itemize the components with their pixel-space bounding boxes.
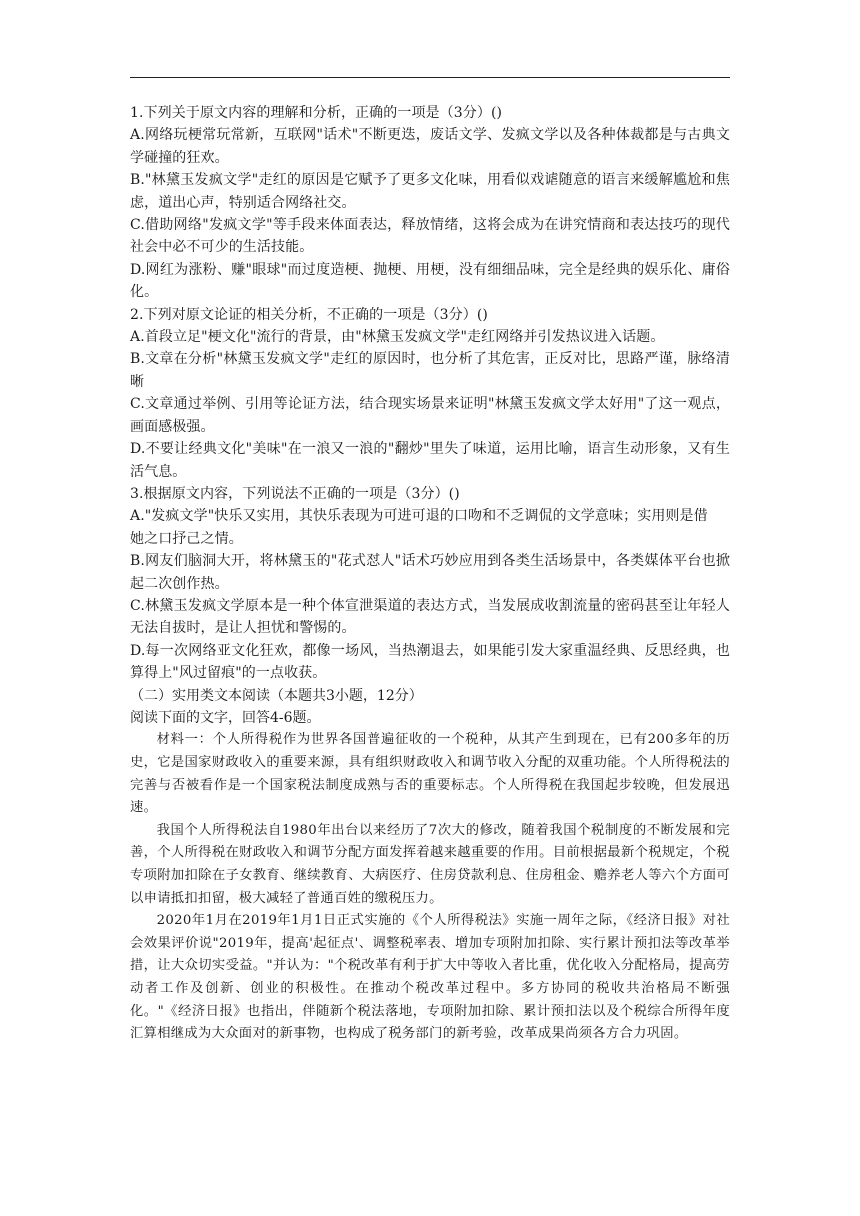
- question-2-option-d: D.不要让经典文化"美味"在一浪又一浪的"翻炒"里失了味道，运用比喻，语言生动形象，又有生活气息。: [130, 441, 730, 480]
- section-title: （二）实用类文本阅读（本题共3小题，12分）: [130, 687, 423, 704]
- question-2-option-c: C.文章通过举例、引用等论证方法，结合现实场景来证明"林黛玉发疯文学太好用"了这一观点，画面感极强。: [130, 396, 730, 435]
- question-3-option-a-continued: 她之口抒己之情。: [130, 530, 243, 547]
- question-2-option-a: A.首段立足"梗文化"流行的背景，由"林黛玉发疯文学"走红网络并引发热议进入话题。: [130, 329, 665, 346]
- reading-instruction: 阅读下面的文字，回答4-6题。: [130, 709, 321, 726]
- document-body: [130, 102, 730, 1046]
- question-1-option-b: B."林黛玉发疯文学"走红的原因是它赋予了更多文化味，用看似戏谑随意的语言来缓解尴尬和焦虑，道出心声，特别适合网络社交。: [130, 172, 730, 211]
- material-paragraph-1: 材料一：个人所得税作为世界各国普遍征收的一个税种，从其产生到现在，已有200多年的历史，它是国家财政收入的重要来源，具有组织财政收入和调节收入分配的双重功能。个人所得税法的完善与否被看作是一个国家税法制度成熟与否的重要标志。个人所得税在我国起步较晚，但发展迅速。: [130, 732, 730, 816]
- question-3-option-b: B.网友们脑洞大开，将林黛玉的"花式怼人"话术巧妙应用到各类生活场景中，各类媒体平台也掀起二次创作热。: [130, 553, 730, 592]
- question-1-option-d: D.网红为涨粉、赚"眼球"而过度造梗、抛梗、用梗，没有细细品味，完全是经典的娱乐化、庸俗化。: [130, 261, 730, 301]
- question-1-option-a: A.网络玩梗常玩常新，互联网"话术"不断更迭，废话文学、发疯文学以及各种体裁都是与古典文学碰撞的狂欢。: [130, 127, 730, 166]
- question-3-option-a: A."发疯文学"快乐又实用，其快乐表现为可进可退的口吻和不乏调侃的文学意味；实用则是借: [130, 508, 708, 525]
- question-1-stem: 1.下列关于原文内容的理解和分析，正确的一项是（3分）(): [130, 105, 503, 121]
- question-3-stem: 3.根据原文内容，下列说法不正确的一项是（3分）(): [130, 485, 460, 502]
- question-3-option-c: C.林黛玉发疯文学原本是一种个体宣泄渠道的表达方式，当发展成收割流量的密码甚至让年轻人无法自拔时，是让人担忧和警惕的。: [130, 597, 730, 637]
- question-2-option-b: B.文章在分析"林黛玉发疯文学"走红的原因时，也分析了其危害，正反对比，思路严谨，脉络清晰: [130, 351, 730, 390]
- header-rule: [130, 77, 730, 78]
- question-3-option-d: D.每一次网络亚文化狂欢，都像一场风，当热潮退去，如果能引发大家重温经典、反思经典，也算得上"风过留痕"的一点收获。: [130, 642, 730, 682]
- question-1-option-c: C.借助网络"发疯文学"等手段来体面表达，释放情绪，这将会成为在讲究情商和表达技巧的现代社会中必不可少的生活技能。: [130, 217, 730, 256]
- material-paragraph-3: 2020年1月在2019年1月1日正式实施的《个人所得税法》实施一周年之际，《经济日报》对社会效果评价说"2019年，提高'起征点'、调整税率表、增加专项附加扣除、实行累计预扣法等改革举措，让大众切实受益。"并认为："个税改革有利于扩大中等收入者比重，优化收入分配格局，提高劳动者工作及创新、创业的积极性。在推动个税改革过程中。多方协同的税收共治格局不断强化。"《经济日报》也指出，伴随新个税法落地，专项附加扣除、累计预扣法以及个税综合所得年度汇算相继成为大众面对的新事物，也构成了税务部门的新考验，改革成果尚须各方合力巩固。: [130, 913, 730, 1042]
- material-paragraph-2: 我国个人所得税法自1980年出台以来经历了7次大的修改，随着我国个税制度的不断发展和完善，个人所得税在财政收入和调节分配方面发挥着越来越重要的作用。目前根据最新个税规定，个税专项附加扣除在子女教育、继续教育、大病医疗、住房贷款利息、住房租金、赡养老人等六个方面可以申请抵扣扣留，极大减轻了普通百姓的缴税压力。: [130, 822, 730, 906]
- question-2-stem: 2.下列对原文论证的相关分析，不正确的一项是（3分）(): [130, 306, 488, 323]
- document-page: [130, 0, 730, 1216]
